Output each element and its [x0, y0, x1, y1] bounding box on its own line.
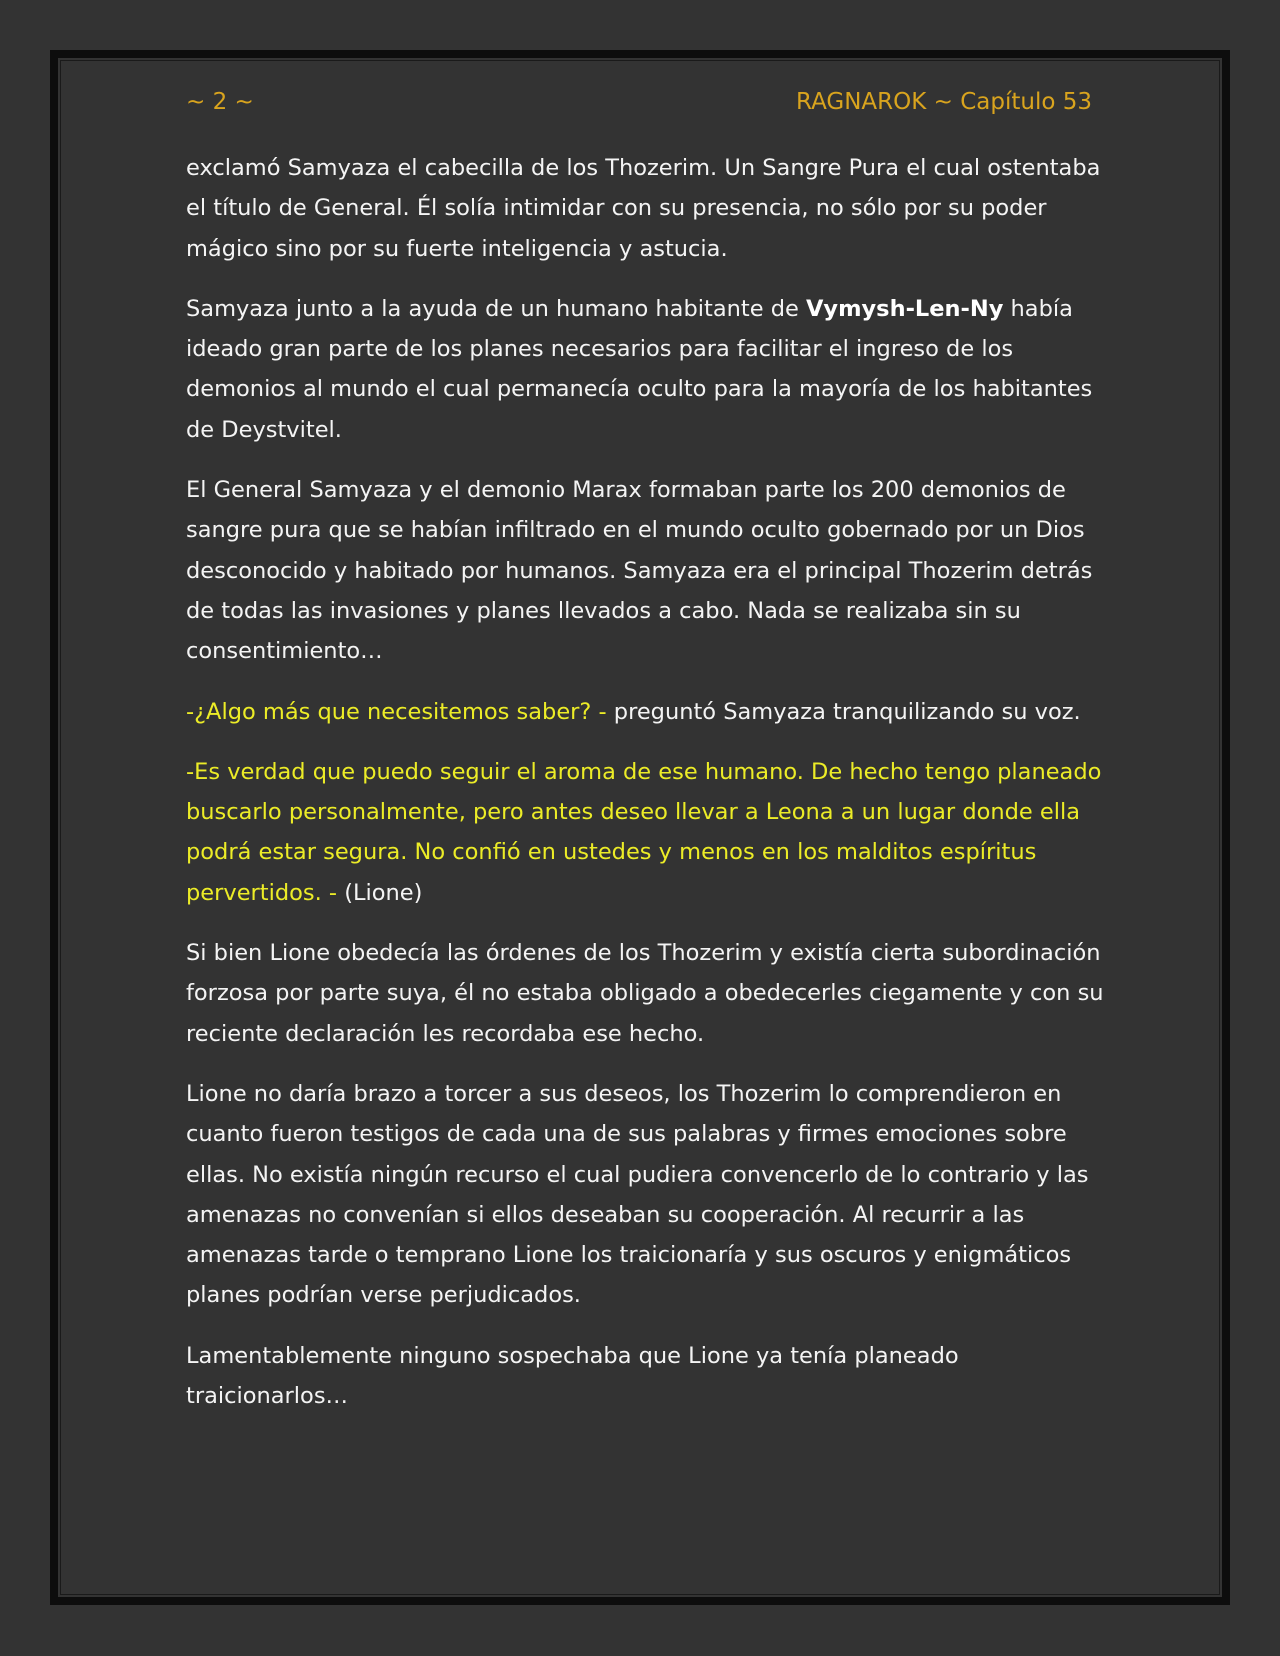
paragraph-1: exclamó Samyaza el cabecilla de los Thozerim. Un Sangre Pura el cual ostentaba el título de General. Él solía intimidar con su presencia, no sólo por su poder mágico sino por su fuerte inteligencia y astucia. [186, 155, 1101, 262]
page-frame [50, 50, 1230, 1605]
page-body [186, 148, 1116, 1436]
dialogue-lione: -Es verdad que puedo seguir el aroma de ese humano. De hecho tengo planeado buscarlo personalmente, pero antes deseo llevar a Leona a un lugar donde ella podrá estar segura. No confió en ustedes y menos en los malditos espíritus pervertidos. - [186, 758, 1102, 906]
speaker-lione: (Lione) [337, 879, 423, 906]
chapter-title: RAGNAROK ~ Capítulo 53 [796, 89, 1092, 115]
paragraph-7: Lione no daría brazo a torcer a sus deseos, los Thozerim lo comprendieron en cuanto fueron testigos de cada una de sus palabras y firmes emociones sobre ellas. No existía ningún recurso el cual pudiera convencerlo de lo contrario y las amenazas no convenían si ellos deseaban su cooperación. Al recurrir a las amenazas tarde o temprano Lione los traicionaría y sus oscuros y enigmáticos planes podrían verse perjudicados. [186, 1080, 1089, 1309]
paragraph-5 [186, 752, 1116, 913]
dialogue-samyaza: -¿Algo más que necesitemos saber? - [186, 698, 607, 725]
paragraph-2 [186, 289, 1116, 450]
page-header [186, 84, 1092, 120]
paragraph-3: El General Samyaza y el demonio Marax formaban parte los 200 demonios de sangre pura que se habían infiltrado en el mundo oculto gobernado por un Dios desconocido y habitado por humanos. Samyaza era el principal Thozerim detrás de todas las invasiones y planes llevados a cabo. Nada se realizaba sin su consentimiento… [186, 477, 1093, 665]
paragraph-2-text-start: Samyaza junto a la ayuda de un humano habitante de [186, 295, 806, 322]
paragraph-8: Lamentablemente ninguno sospechaba que Lione ya tenía planeado traicionarlos… [186, 1342, 959, 1410]
paragraph-4 [186, 692, 1116, 732]
page-number: ~ 2 ~ [186, 89, 254, 115]
place-name-bold: Vymysh-Len-Ny [805, 295, 1004, 322]
narration-samyaza: preguntó Samyaza tranquilizando su voz. [606, 698, 1081, 725]
paragraph-6: Si bien Lione obedecía las órdenes de los Thozerim y existía cierta subordinación forzosa por parte suya, él no estaba obligado a obedecerles ciegamente y con su reciente declaración les recordaba ese hecho. [186, 940, 1104, 1047]
paragraph-2-text-end: había ideado gran parte de los planes necesarios para facilitar el ingreso de los demonios al mundo el cual permanecía oculto para la mayoría de los habitantes de Deystvitel. [186, 295, 1093, 443]
